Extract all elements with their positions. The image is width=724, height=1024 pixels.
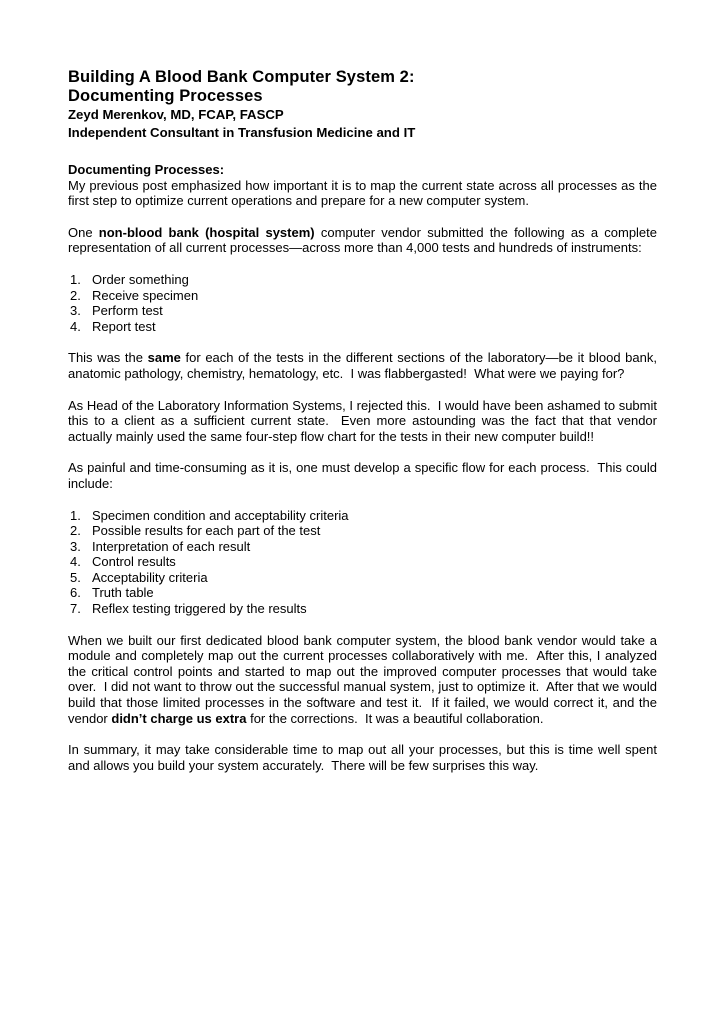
list-item-number: 6.: [70, 585, 81, 601]
list-item-text: Reflex testing triggered by the results: [92, 601, 307, 617]
list-item: [68, 585, 657, 601]
document-header: [68, 68, 657, 142]
author-name: Zeyd Merenkov, MD, FCAP, FASCP: [68, 107, 284, 122]
list-item-text: Interpretation of each result: [92, 538, 251, 554]
list-item-number: 3.: [70, 538, 81, 554]
paragraph-rejected: As Head of the Laboratory Information Systems, I rejected this. I would have been ashamed to submit this to a client as a sufficient current state. Even more astounding was the fact that that vendor actually mainly used the same four-step flow chart for the tests in their new computer build!!: [68, 397, 657, 444]
list-item-text: Report test: [92, 318, 156, 334]
list-item: [68, 601, 657, 617]
list-item-number: 7.: [70, 601, 81, 617]
list-item: [68, 570, 657, 586]
list-item-number: 1.: [70, 271, 81, 287]
list-item-text: Order something: [92, 271, 189, 287]
list-item-number: 3.: [70, 303, 81, 319]
list-item-text: Possible results for each part of the test: [92, 523, 321, 539]
list-item-text: Truth table: [92, 585, 154, 601]
paragraph-summary: In summary, it may take considerable time to map out all your processes, but this is time well spent and allows you build your system accurately. There will be few surprises this way.: [68, 742, 657, 773]
list-item: [68, 554, 657, 570]
bold-text: non-blood bank (hospital system): [98, 224, 315, 240]
list-item: [68, 523, 657, 539]
list-item-number: 2.: [70, 523, 81, 539]
list-item-text: Perform test: [92, 303, 163, 319]
flow-items-list: [68, 508, 657, 617]
list-item-number: 5.: [70, 569, 81, 585]
list-item-number: 4.: [70, 318, 81, 334]
list-item-text: Specimen condition and acceptability criteria: [92, 507, 349, 523]
list-item-text: Control results: [92, 554, 176, 570]
list-item: [68, 319, 657, 335]
author-role: Independent Consultant in Transfusion Medicine and IT: [68, 125, 416, 140]
list-item: [68, 508, 657, 524]
paragraph-first-system: When we built our first dedicated blood bank computer system, the blood bank vendor would take a module and completely map out the current processes collaboratively with me. After this, I analyzed the critical control points and started to map out the improved computer processes that would take over. I did not want to throw out the successful manual system, just to optimize it. After that we would build that those limited processes in the software and test it. If it failed, we would correct it, and the vendor didn’t charge us extra for the corrections. It was a beautiful collaboration.: [68, 632, 657, 726]
paragraph-specific-flow: As painful and time-consuming as it is, one must develop a specific flow for each process. This could include:: [68, 460, 657, 491]
list-item: [68, 539, 657, 555]
list-item-text: Receive specimen: [92, 287, 199, 303]
document-title-line1: Building A Blood Bank Computer System 2:: [68, 68, 415, 86]
paragraph-same-for-all: This was the same for each of the tests in the different sections of the laboratory—be it blood bank, anatomic pathology, chemistry, hematology, etc. I was flabbergasted! What were we paying for?: [68, 350, 657, 381]
paragraph-vendor: One non-blood bank (hospital system) computer vendor submitted the following as a complete representation of all current processes—across more than 4,000 tests and hundreds of instruments:: [68, 224, 658, 256]
vendor-steps-list: [68, 272, 657, 334]
list-item-number: 4.: [70, 554, 81, 570]
bold-text: same: [147, 350, 181, 366]
list-item: [68, 303, 657, 319]
document-title-line2: Documenting Processes: [68, 87, 263, 105]
list-item: [68, 288, 657, 304]
section-heading: Documenting Processes:: [68, 162, 225, 177]
paragraph-intro: My previous post emphasized how important it is to map the current state across all processes as the first step to optimize current operations and prepare for a new computer system.: [68, 177, 657, 209]
bold-text: didn’t charge us extra: [111, 710, 247, 726]
list-item-text: Acceptability criteria: [92, 569, 208, 585]
list-item: [68, 272, 657, 288]
list-item-number: 1.: [70, 507, 81, 523]
list-item-number: 2.: [70, 287, 81, 303]
